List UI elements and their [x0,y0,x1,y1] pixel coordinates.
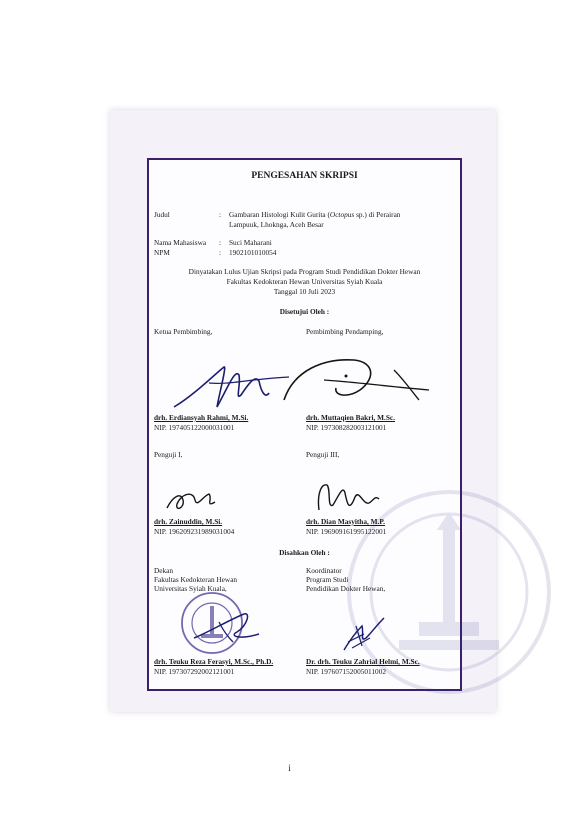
koordinator-signature [334,612,394,657]
ketua-nip: NIP. 197405122000031001 [154,423,235,432]
pendamping-signature [264,350,434,412]
nama-separator: : [219,238,222,247]
judul-value-line1: Gambaran Histologi Kulit Gurita (Octopus sp.) di Perairan [229,210,401,219]
pendamping-role: Pembimbing Pendamping, [306,327,384,336]
penguji1-nip: NIP. 196209231989031004 [154,527,235,536]
dekan-signature [189,600,269,650]
approval-frame [147,158,462,691]
dekan-name: drh. Teuku Reza Ferasyi, M.Sc., Ph.D. [154,657,274,666]
page-title: PENGESAHAN SKRIPSI [251,171,358,181]
npm-value: 1902101010054 [229,248,277,257]
statement-line3: Tanggal 10 Juli 2023 [273,287,336,296]
judul-value-line2: Lampuuk, Lhoknga, Aceh Besar [229,220,324,229]
nama-value: Suci Maharani [229,238,272,247]
penguji1-signature [159,478,229,518]
koordinator-line3: Pendidikan Dokter Hewan, [306,584,386,593]
penguji3-nip: NIP. 196909161995122001 [306,527,387,536]
page-number: i [288,763,291,773]
judul-separator: : [219,210,222,219]
statement-line1: Dinyatakan Lulus Ujian Skripsi pada Program Studi Pendidikan Dokter Hewan [188,267,421,276]
penguji3-signature [309,475,389,520]
pendamping-name: drh. Muttaqien Bakri, M.Sc. [306,413,395,422]
koordinator-line2: Program Studi [306,575,349,584]
npm-separator: : [219,248,222,257]
dekan-nip: NIP. 197307292002121001 [154,667,235,676]
ketua-name: drh. Erdiansyah Rahmi, M.Si. [154,413,249,422]
dekan-line2: Fakultas Kedokteran Hewan [154,575,238,584]
npm-label: NPM [154,248,170,257]
pendamping-nip: NIP. 197308282003121001 [306,423,387,432]
disetujui-heading: Disetujui Oleh : [279,307,330,316]
ketua-role: Ketua Pembimbing, [154,327,213,336]
disahkan-heading: Disahkan Oleh : [279,548,330,557]
statement-line2: Fakultas Kedokteran Hewan Universitas Syiah Kuala [226,277,383,286]
penguji3-role: Penguji III, [306,450,340,459]
penguji3-name: drh. Dian Masyitha, M.P. [306,517,385,526]
penguji1-role: Penguji I, [154,450,183,459]
koordinator-name: Dr. drh. Teuku Zahrial Helmi, M.Sc. [306,657,420,666]
dekan-line1: Dekan [154,566,174,575]
judul-label: Judul [154,210,170,219]
nama-label: Nama Mahasiswa [154,238,207,247]
koordinator-line1: Koordinator [306,566,342,575]
koordinator-nip: NIP. 197607152005011002 [306,667,386,676]
dekan-line3: Universitas Syiah Kuala, [154,584,227,593]
penguji1-name: drh. Zainuddin, M.Si. [154,517,223,526]
